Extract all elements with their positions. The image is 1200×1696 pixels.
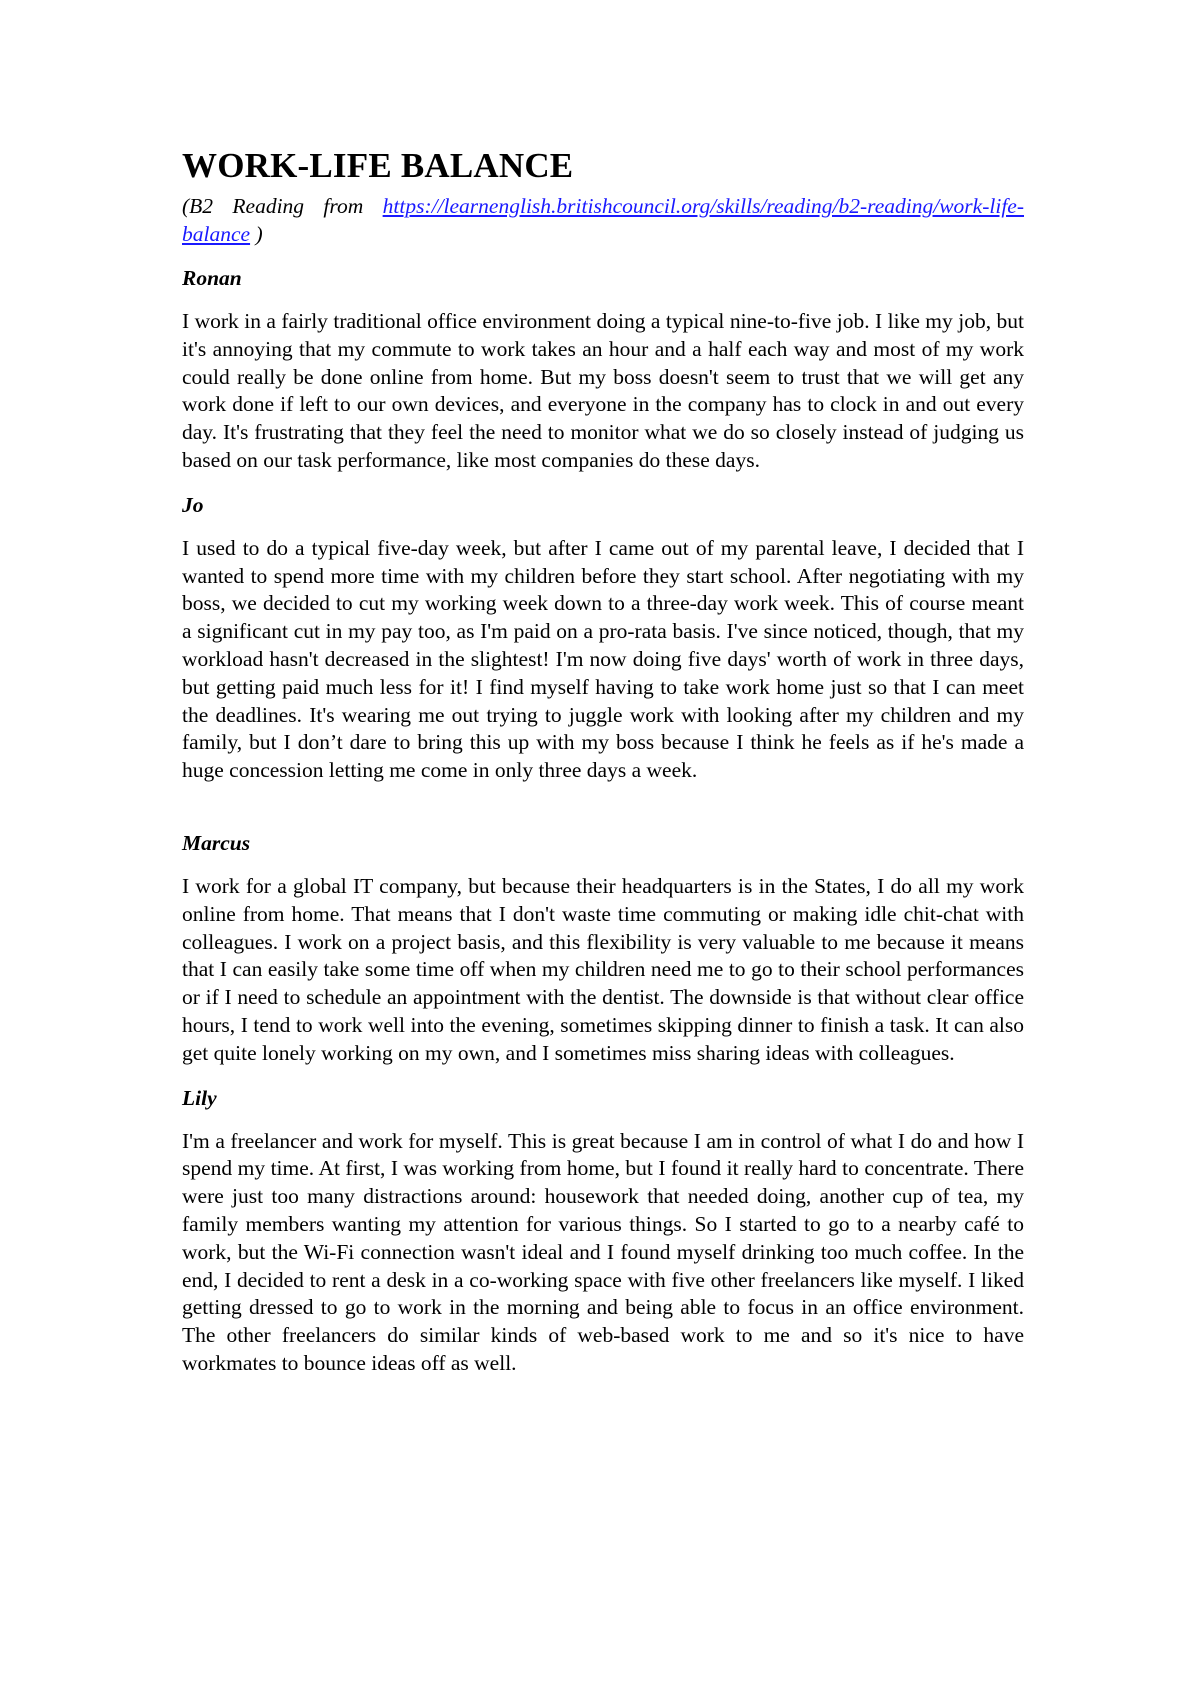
section-lily (182, 1084, 1024, 1378)
speaker-text: I'm a freelancer and work for myself. This is great because I am in control of what I do and how I spend my time. At first, I was working from home, but I found it really hard to concentrate. There were just too many distractions around: housework that needed doing, another cup of tea, my family members wanting my attention for various things. So I started to go to a nearby café to work, but the Wi-Fi connection wasn't ideal and I found myself drinking too much coffee. In the end, I decided to rent a desk in a co-working space with five other freelancers like myself. I liked getting dressed to go to work in the morning and being able to focus in an office environment. The other freelancers do similar kinds of web-based work to me and so it's nice to have workmates to bounce ideas off as well. (182, 1128, 1024, 1375)
speaker-name: Ronan (182, 266, 242, 290)
source-link[interactable]: https://learnenglish.britishcouncil.org/skills/reading/b2-reading/work-life-balance (182, 194, 1024, 246)
speaker-name: Marcus (182, 830, 251, 855)
source-prefix: (B2 Reading from (182, 194, 383, 218)
speaker-text: I work for a global IT company, but because their headquarters is in the States, I do all my work online from home. That means that I don't waste time commuting or making idle chit-chat with colleagues. I work on a project basis, and this flexibility is very valuable to me because it means that I can easily take some time off when my children need me to go to their school performances or if I need to schedule an appointment with the dentist. The downside is that without clear office hours, I tend to work well into the evening, sometimes skipping dinner to finish a task. It can also get quite lonely working on my own, and I sometimes miss sharing ideas with colleagues. (182, 873, 1024, 1065)
section-jo (182, 491, 1024, 785)
speaker-text: I work in a fairly traditional office environment doing a typical nine-to-five job. I like my job, but it's annoying that my commute to work takes an hour and a half each way and most of my work could really be done online from home. But my boss doesn't seem to trust that we will get any work done if left to our own devices, and everyone in the company has to clock in and out every day. It's frustrating that they feel the need to monitor what we do so closely instead of judging us based on our task performance, like most companies do these days. (182, 309, 1024, 472)
document-title: WORK-LIFE BALANCE (182, 146, 574, 185)
speaker-name: Lily (182, 1085, 217, 1110)
section-marcus (182, 829, 1024, 1068)
source-line (182, 192, 1024, 248)
speaker-text: I used to do a typical five-day week, but after I came out of my parental leave, I decided that I wanted to spend more time with my children before they start school. After negotiating with my boss, we decided to cut my working week down to a three-day work week. This of course meant a significant cut in my pay too, as I'm paid on a pro-rata basis. I've since noticed, though, that my workload hasn't decreased in the slightest! I'm now doing five days' worth of work in three days, but getting paid much less for it! I find myself having to take work home just so that I can meet the deadlines. It's wearing me out trying to juggle work with looking after my children and my family, but I don’t dare to bring this up with my boss because I think he feels as if he's made a huge concession letting me come in only three days a week. (182, 535, 1024, 783)
speaker-name: Jo (182, 492, 204, 517)
document-page (182, 146, 1024, 1378)
section-ronan (182, 264, 1024, 475)
blank-line (182, 785, 1024, 829)
source-suffix: ) (250, 222, 263, 246)
